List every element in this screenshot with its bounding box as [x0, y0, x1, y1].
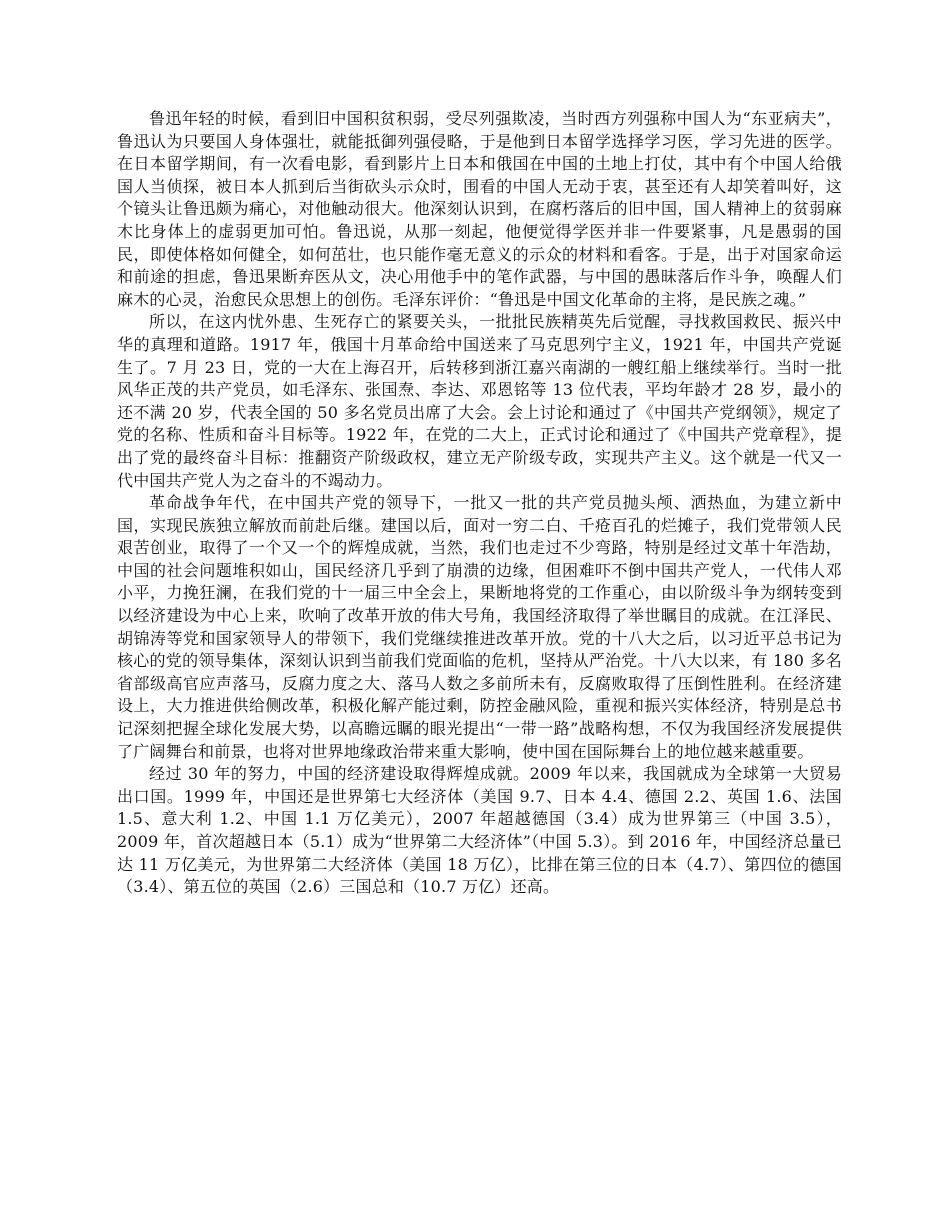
paragraph-economic-growth: 经过 30 年的努力，中国的经济建设取得辉煌成就。2009 年以来，我国就成为全球第一大贸易出口国。1999 年，中国还是世界第七大经济体（美国 9.7、日本 4.4、德国 2.2、英国 1.6、法国 1.5、意大利 1.2、中国 1.1 万亿美元），2007 年超越德国（3.4）成为世界第三（中国 3.5），2009 年，首次超越日本（5.1）成为“世界第二大经济体”（中国 5.3）。到 2016 年，中国经济总量已达 11 万亿美元，为世界第二大经济体（美国 18 万亿），比排在第三位的日本（4.7）、第四位的德国（3.4）、第五位的英国（2.6）三国总和（10.7 万亿）还高。 — [117, 764, 842, 897]
paragraph-party-founding: 所以，在这内忧外患、生死存亡的紧要关头，一批批民族精英先后觉醒，寻找救国救民、振兴中华的真理和道路。1917 年，俄国十月革命给中国送来了马克思列宁主义，1921 年，中国共产党诞生了。7 月 23 日，党的一大在上海召开，后转移到浙江嘉兴南湖的一艘红船上继续举行。当时一批风华正茂的共产党员，如毛泽东、张国焘、李达、邓恩铭等 13 位代表，平均年龄才 28 岁，最小的还不满 20 岁，代表全国的 50 多名党员出席了大会。会上讨论和通过了《中国共产党纲领》，规定了党的名称、性质和奋斗目标等。1922 年，在党的二大上，正式讨论和通过了《中国共产党章程》，提出了党的最终奋斗目标：推翻资产阶级政权，建立无产阶级专政，实现共产主义。这个就是一代又一代中国共产党人为之奋斗的不竭动力。 — [117, 312, 842, 490]
document-body — [117, 108, 842, 899]
paragraph-lu-xun: 鲁迅年轻的时候，看到旧中国积贫积弱，受尽列强欺凌，当时西方列强称中国人为“东亚病夫”，鲁迅认为只要国人身体强壮，就能抵御列强侵略，于是他到日本留学选择学习医，学习先进的医学。在日本留学期间，有一次看电影，看到影片上日本和俄国在中国的土地上打仗，其中有个中国人给俄国人当侦探，被日本人抓到后当街砍头示众时，围看的中国人无动于衷，甚至还有人却笑着叫好，这个镜头让鲁迅颇为痛心，对他触动很大。他深刻认识到，在腐朽落后的旧中国，国人精神上的贫弱麻木比身体上的虚弱更加可怕。鲁迅说，从那一刻起，他便觉得学医并非一件要紧事，凡是愚弱的国民，即使体格如何健全，如何茁壮，也只能作毫无意义的示众的材料和看客。于是，出于对国家命运和前途的担虑，鲁迅果断弃医从文，决心用他手中的笔作武器，与中国的愚昧落后作斗争，唤醒人们麻木的心灵，治愈民众思想上的创伤。毛泽东评价：“鲁迅是中国文化革命的主将，是民族之魂。” — [117, 109, 842, 309]
paragraph-reform-opening: 革命战争年代，在中国共产党的领导下，一批又一批的共产党员抛头颅、洒热血，为建立新中国，实现民族独立解放而前赴后继。建国以后，面对一穷二白、千疮百孔的烂摊子，我们党带领人民艰苦创业，取得了一个又一个的辉煌成就，当然，我们也走过不少弯路，特别是经过文革十年浩劫，中国的社会问题堆积如山，国民经济几乎到了崩溃的边缘，但困难吓不倒中国共产党人，一代伟人邓小平，力挽狂澜，在我们党的十一届三中全会上，果断地将党的工作重心，由以阶级斗争为纲转变到以经济建设为中心上来，吹响了改革开放的伟大号角，我国经济取得了举世瞩目的成就。在江泽民、胡锦涛等党和国家领导人的带领下，我们党继续推进改革开放。党的十八大之后，以习近平总书记为核心的党的领导集体，深刻认识到当前我们党面临的危机，坚持从严治党。十八大以来，有 180 多名省部级高官应声落马，反腐力度之大、落马人数之多前所未有，反腐败取得了压倒性胜利。在经济建设上，大力推进供给侧改革，积极化解产能过剩，防控金融风险，重视和振兴实体经济，特别是总书记深刻把握全球化发展大势，以高瞻远瞩的眼光提出“一带一路”战略构想，不仅为我国经济发展提供了广阔舞台和前景，也将对世界地缘政治带来重大影响，使中国在国际舞台上的地位越来越重要。 — [117, 493, 842, 761]
